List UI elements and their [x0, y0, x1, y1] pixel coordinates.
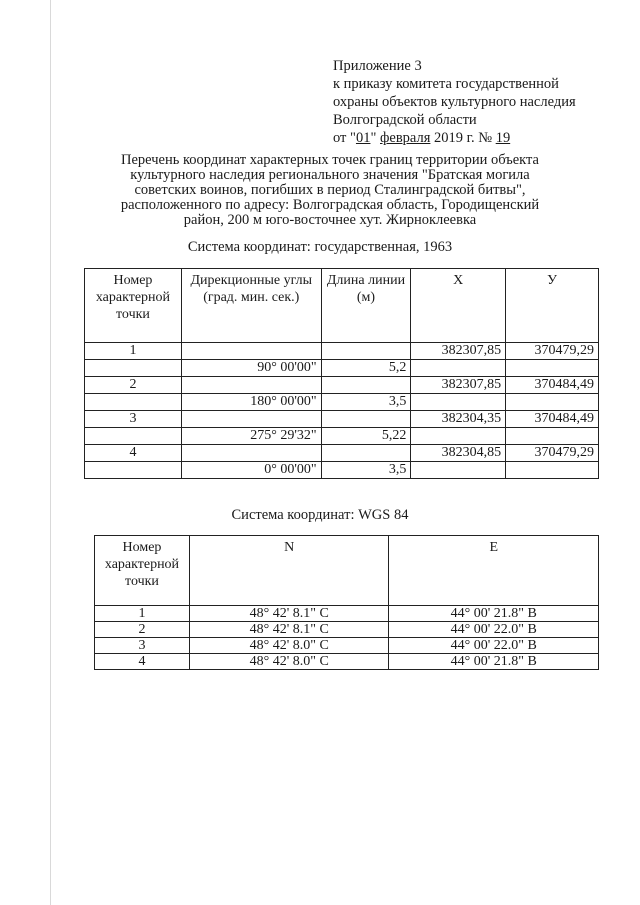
appendix-label: Приложение 3	[333, 58, 422, 74]
table-row: 3 48° 42' 8.0" С 44° 00' 22.0" В	[95, 638, 599, 654]
header-x: X	[411, 269, 506, 343]
table-row: 2 48° 42' 8.1" С 44° 00' 22.0" В	[95, 622, 599, 638]
table-row: 4 382304,85 370479,29	[85, 445, 599, 462]
header-point-number: Номер характерной точки	[95, 536, 190, 606]
header-n: N	[189, 536, 389, 606]
coordinate-system-heading: Система координат: государственная, 1963	[187, 239, 453, 255]
scan-edge-line	[50, 0, 51, 905]
header-point-number: Номер характерной точки	[85, 269, 182, 343]
appendix-header	[333, 57, 633, 147]
table-row: 2 382307,85 370484,49	[85, 377, 599, 394]
table-row: 275° 29'32" 5,22	[85, 428, 599, 445]
table-row: 1 382307,85 370479,29	[85, 343, 599, 360]
table-row: 0° 00'00" 3,5	[85, 462, 599, 479]
table-row: 90° 00'00" 5,2	[85, 360, 599, 377]
table-row: 4 48° 42' 8.0" С 44° 00' 21.8" В	[95, 654, 599, 670]
order-number: 19	[495, 130, 511, 146]
order-day: 01	[355, 130, 371, 146]
order-date-line: от "01" февраля 2019 г. № 19	[333, 130, 511, 146]
header-y: У	[506, 269, 599, 343]
header-length: Длина линии (м)	[321, 269, 411, 343]
coordinates-table-1963	[84, 268, 599, 479]
order-line: охраны объектов культурного наследия	[333, 94, 576, 110]
coordinate-system-heading: Система координат: WGS 84	[231, 507, 409, 523]
header-e: E	[389, 536, 599, 606]
document-title: Перечень координат характерных точек границ территории объекта культурного наследия регионального значения "Братская могила советских воинов, погибших в период Сталинградской битвы", расположенного по адресу: Волгоградская область, Городищенский район, 200 м юго-восточнее хут. Жирноклеевка	[120, 152, 540, 228]
table-row: 1 48° 42' 8.1" С 44° 00' 21.8" В	[95, 606, 599, 622]
table-row: 180° 00'00" 3,5	[85, 394, 599, 411]
order-line: Волгоградской области	[333, 112, 477, 128]
table-row: 3 382304,35 370484,49	[85, 411, 599, 428]
order-month: февраля	[380, 130, 431, 146]
table-header-row	[95, 536, 599, 606]
coordinates-table-wgs84	[94, 535, 599, 670]
table-header-row	[85, 269, 599, 343]
order-line: к приказу комитета государственной	[333, 76, 559, 92]
header-bearing: Дирекционные углы (град. мин. сек.)	[181, 269, 321, 343]
